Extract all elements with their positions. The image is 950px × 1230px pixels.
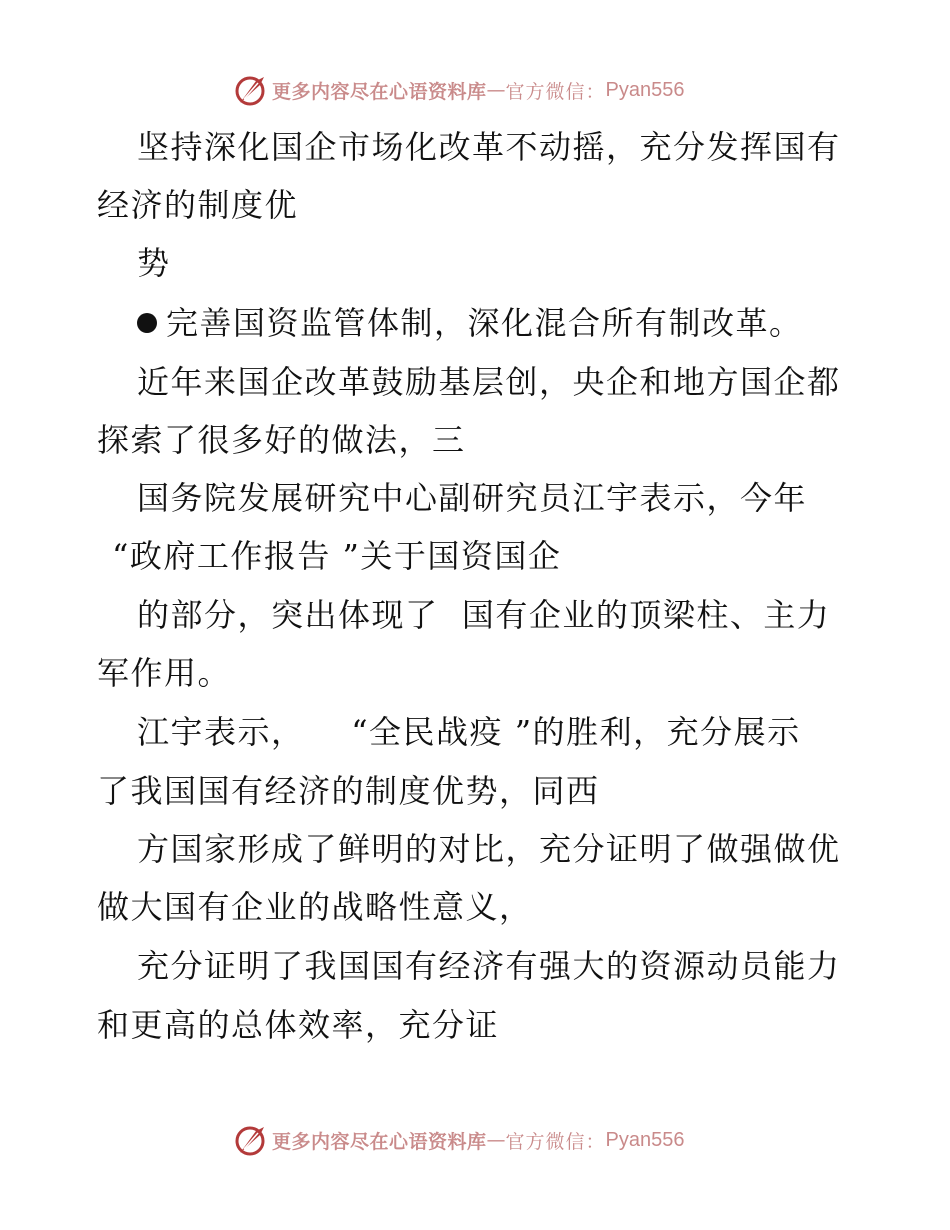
paragraph-line: 充分证明了我国国有经济有强大的资源动员能力 <box>137 947 841 985</box>
quill-logo-icon <box>234 73 268 107</box>
bullet-icon <box>137 313 157 333</box>
paragraph-line: 了我国国有经济的制度优势，同西 <box>97 772 600 810</box>
paragraph-line: “政府工作报告 ”关于国资国企 <box>112 537 562 575</box>
watermark-separator: — <box>486 79 506 101</box>
watermark-wechat-label: 官方微信： <box>505 1130 606 1153</box>
watermark-separator: — <box>486 1129 506 1151</box>
paragraph-line: 做大国有企业的战略性意义， <box>97 888 533 926</box>
paragraph-line: 近年来国企改革鼓励基层创，央企和地方国企都 <box>137 363 841 401</box>
paragraph-line: 方国家形成了鲜明的对比，充分证明了做强做优 <box>137 830 841 868</box>
footer-watermark <box>234 1123 685 1157</box>
watermark-wechat-label: 官方微信： <box>505 80 606 103</box>
bullet-item <box>137 303 803 343</box>
paragraph-line: 和更高的总体效率，充分证 <box>97 1006 500 1044</box>
paragraph-line: 的部分，突出体现了 国有企业的顶梁柱、主力 <box>137 596 831 634</box>
watermark-text: 更多内容尽在心语资料库 <box>272 1130 487 1153</box>
watermark-wechat-id: Pyan556 <box>605 78 685 101</box>
paragraph-line: 坚持深化国企市场化改革不动摇，充分发挥国有 <box>137 128 841 166</box>
watermark-wechat-id: Pyan556 <box>605 1128 685 1151</box>
watermark-text: 更多内容尽在心语资料库 <box>272 80 487 103</box>
paragraph-line: 军作用。 <box>97 654 232 692</box>
quill-logo-icon <box>234 1123 268 1157</box>
header-watermark <box>234 73 685 107</box>
bullet-text: 完善国资监管体制，深化混合所有制改革。 <box>166 304 803 342</box>
paragraph-line: 国务院发展研究中心副研究员江宇表示，今年 <box>137 479 808 517</box>
paragraph-line: 江宇表示， “全民战疫 ”的胜利，充分展示 <box>137 713 801 751</box>
paragraph-line: 探索了很多好的做法，三 <box>97 421 466 459</box>
paragraph-line: 势 <box>137 244 171 282</box>
paragraph-line: 经济的制度优 <box>97 186 299 224</box>
